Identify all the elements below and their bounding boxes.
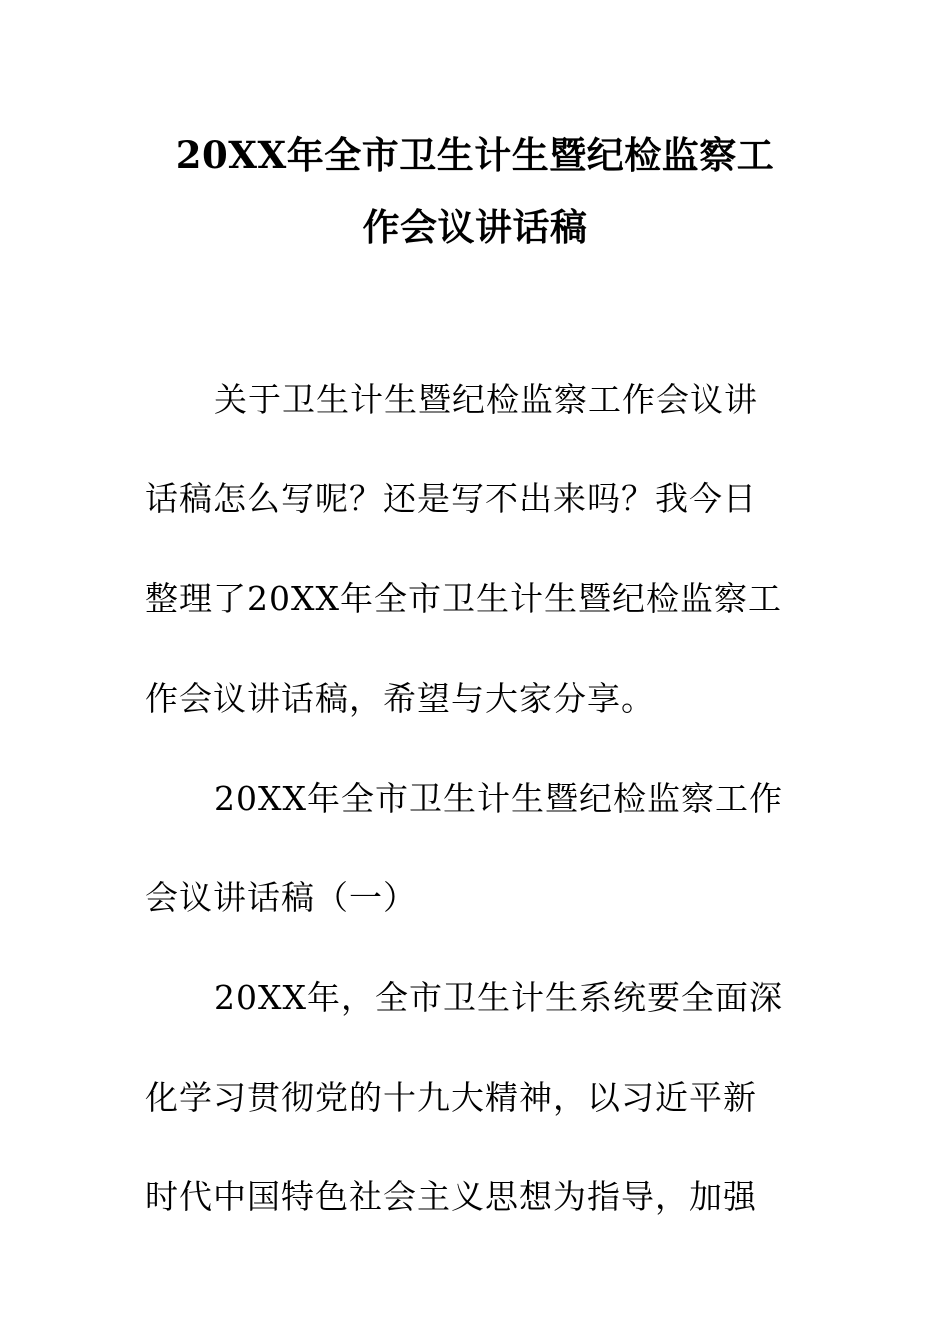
body-line-1: 关于卫生计生暨纪检监察工作会议讲 <box>214 380 758 419</box>
body-line-4: 作会议讲话稿，希望与大家分享。 <box>145 679 655 718</box>
body-line-9: 时代中国特色社会主义思想为指导，加强 <box>145 1177 757 1216</box>
body-line-2: 话稿怎么写呢？还是写不出来吗？我今日 <box>145 479 757 518</box>
body-line-6: 会议讲话稿（一） <box>145 878 417 917</box>
body-line-8: 化学习贯彻党的十九大精神，以习近平新 <box>145 1078 757 1117</box>
body-line-5: 20XX年全市卫生计生暨纪检监察工作 <box>214 779 783 818</box>
body-line-3: 整理了20XX年全市卫生计生暨纪检监察工 <box>145 579 782 618</box>
document-title-line-2: 作会议讲话稿 <box>362 205 588 249</box>
body-line-7: 20XX年，全市卫生计生系统要全面深 <box>214 978 783 1017</box>
document-title-line-1: 20XX年全市卫生计生暨纪检监察工 <box>175 133 775 177</box>
